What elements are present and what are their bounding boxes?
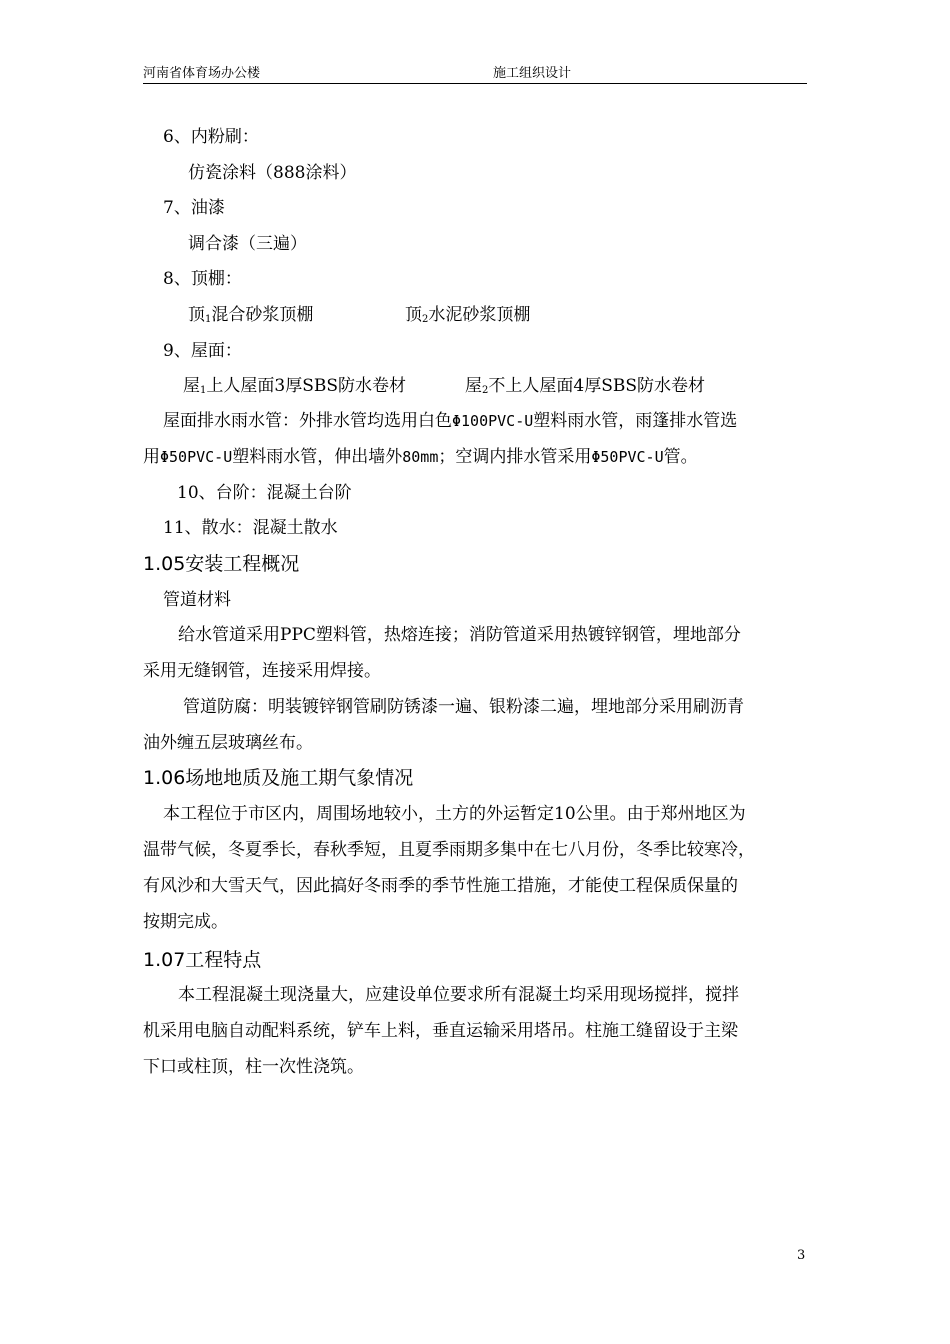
site-climate-line-3: 有风沙和大雪天气，因此搞好冬雨季的季节性施工措施，才能使工程保质保量的 [143, 876, 738, 896]
item-6-interior-plaster: 6、内粉刷： [163, 127, 259, 147]
item-6-detail: 仿瓷涂料（888涂料） [188, 163, 357, 183]
roof-drainage-line-2: 用Φ50PVC-U塑料雨水管，伸出墙外80mm；空调内排水管采用Φ50PVC-U管。 [143, 447, 698, 467]
roof-type-1: 屋$_1$上人屋面3厚SBS防水卷材 [183, 376, 406, 396]
pipe-materials-line-1: 给水管道采用PPC塑料管，热熔连接；消防管道采用热镀锌钢管，埋地部分 [178, 625, 741, 645]
project-features-line-2: 机采用电脑自动配料系统，铲车上料，垂直运输采用塔吊。柱施工缝留设于主梁 [143, 1021, 738, 1041]
section-heading-1-05: 1.05安装工程概况 [143, 553, 300, 575]
item-8-ceiling: 8、顶棚： [163, 269, 242, 289]
ceiling-type-1: 顶$_1$混合砂浆顶棚 [188, 305, 314, 325]
ceiling-type-2: 顶$_2$水泥砂浆顶棚 [405, 305, 531, 325]
site-climate-line-2: 温带气候，冬夏季长，春秋季短，且夏季雨期多集中在七八月份，冬季比较寒冷， [143, 840, 755, 860]
pipe-materials-line-2: 采用无缝钢管，连接采用焊接。 [143, 661, 381, 681]
page-number: 3 [797, 1248, 806, 1263]
site-climate-line-1: 本工程位于市区内，周围场地较小，土方的外运暂定10公里。由于郑州地区为 [163, 804, 746, 824]
item-7-paint: 7、油漆 [163, 198, 225, 218]
pipe-materials-title: 管道材料 [163, 590, 231, 610]
item-7-detail: 调合漆（三遍） [188, 234, 307, 254]
header-project-name: 河南省体育场办公楼 [143, 66, 261, 81]
item-11-apron: 11、散水：混凝土散水 [163, 518, 338, 538]
roof-type-2: 屋$_2$不上人屋面4厚SBS防水卷材 [465, 376, 705, 396]
pipe-anticorrosion-line-2: 油外缠五层玻璃丝布。 [143, 733, 313, 753]
site-climate-line-4: 按期完成。 [143, 912, 228, 932]
header-document-title: 施工组织设计 [493, 66, 572, 81]
header-rule [143, 83, 807, 84]
item-9-roof: 9、屋面： [163, 341, 242, 361]
project-features-line-1: 本工程混凝土现浇量大，应建设单位要求所有混凝土均采用现场搅拌，搅拌 [178, 985, 739, 1005]
item-10-steps: 10、台阶：混凝土台阶 [177, 483, 352, 503]
project-features-line-3: 下口或柱顶，柱一次性浇筑。 [143, 1057, 364, 1077]
section-heading-1-06: 1.06场地地质及施工期气象情况 [143, 767, 414, 789]
section-heading-1-07: 1.07工程特点 [143, 949, 262, 971]
roof-drainage-line-1: 屋面排水雨水管：外排水管均选用白色Φ100PVC-U塑料雨水管，雨篷排水管选 [163, 411, 738, 431]
pipe-anticorrosion-line-1: 管道防腐：明装镀锌钢管刷防锈漆一遍、银粉漆二遍，埋地部分采用刷沥青 [183, 697, 744, 717]
